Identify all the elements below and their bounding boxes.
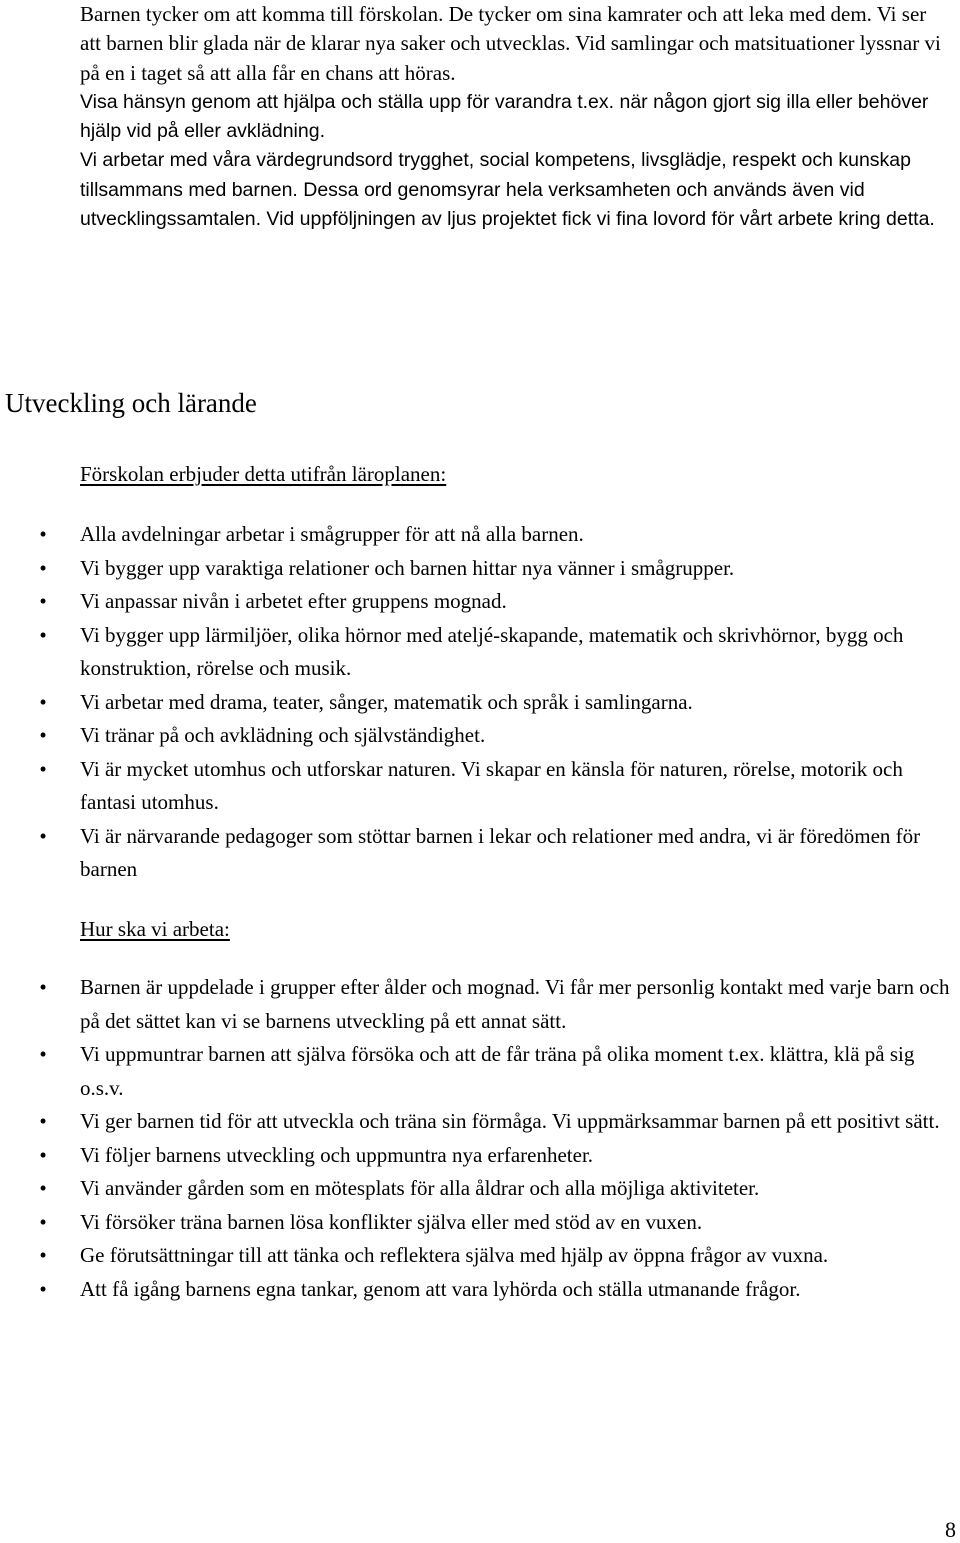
list-item-text: Vi ger barnen tid för att utveckla och träna sin förmåga. Vi uppmärksammar barnen på ett positivt sätt. — [80, 1109, 940, 1133]
list-item — [0, 719, 960, 753]
list-item — [0, 1105, 960, 1139]
list-item-text: Vi uppmuntrar barnen att själva försöka och att de får träna på olika moment t.ex. klättra, klä på sig o.s.v. — [80, 1042, 915, 1100]
bullet-icon: • — [39, 1209, 47, 1234]
list-item-text: Att få igång barnens egna tankar, genom att vara lyhörda och ställa utmanande frågor. — [80, 1276, 801, 1301]
intro-text — [80, 0, 950, 234]
list-item-text: Vi använder gården som en mötesplats för alla åldrar och alla möjliga aktiviteter. — [80, 1176, 760, 1200]
bullet-icon: • — [39, 1042, 47, 1066]
list-item — [0, 1038, 960, 1105]
list-item-text: Vi är mycket utomhus och utforskar naturen. Vi skapar en känsla för naturen, rörelse, motorik och fantasi utomhus. — [80, 756, 903, 814]
list-item — [0, 1172, 960, 1206]
bullet-icon: • — [39, 1276, 47, 1301]
list-item — [0, 686, 960, 720]
list-item-text: Vi bygger upp varaktiga relationer och barnen hittar nya vänner i smågrupper. — [80, 555, 735, 580]
list-item — [0, 820, 960, 887]
section-heading: Utveckling och lärande — [5, 388, 257, 418]
bullet-icon: • — [39, 555, 47, 580]
page-number: 8 — [945, 1517, 956, 1542]
list-item — [0, 971, 960, 1038]
bullet-icon: • — [39, 1243, 47, 1267]
offer-list — [0, 518, 960, 887]
intro-paragraph-2: Visa hänsyn genom att hjälpa och ställa upp för varandra t.ex. när någon gjort sig illa eller behöver hjälp vid på eller avklädning. — [80, 90, 929, 143]
bullet-icon: • — [39, 1142, 47, 1167]
intro-paragraph-3: Vi arbetar med våra värdegrundsord trygghet, social kompetens, livsglädje, respekt och kunskap tillsammans med barnen. Dessa ord genomsyrar hela verksamheten och används även vid utvecklingssamtalen. Vid uppföljningen av ljus projektet fick vi fina lovord för vårt arbete kring detta. — [80, 149, 935, 231]
list-item — [0, 619, 960, 686]
list-item-text: Vi är närvarande pedagoger som stöttar barnen i lekar och relationer med andra, vi är föredömen för barnen — [80, 823, 921, 881]
list-item-text: Barnen är uppdelade i grupper efter ålder och mognad. Vi får mer personlig kontakt med varje barn och på det sättet kan vi se barnens utveckling på ett annat sätt. — [80, 975, 950, 1033]
bullet-icon: • — [39, 823, 47, 848]
list-item-text: Vi följer barnens utveckling och uppmuntra nya erfarenheter. — [80, 1142, 594, 1167]
bullet-icon: • — [39, 522, 47, 546]
list-item-text: Vi anpassar nivån i arbetet efter gruppens mognad. — [80, 589, 507, 613]
bullet-icon: • — [39, 756, 47, 781]
list-item — [0, 1239, 960, 1273]
bullet-icon: • — [39, 622, 47, 647]
list-item — [0, 552, 960, 586]
bullet-icon: • — [39, 723, 47, 747]
how-list — [0, 971, 960, 1306]
list-item-text: Ge förutsättningar till att tänka och reflektera själva med hjälp av öppna frågor av vuxna. — [80, 1243, 829, 1267]
list-item — [0, 1273, 960, 1307]
how-subheading: Hur ska vi arbeta: — [80, 917, 230, 941]
list-item-text: Vi försöker träna barnen lösa konflikter själva eller med stöd av en vuxen. — [80, 1209, 703, 1234]
bullet-icon: • — [39, 975, 47, 999]
list-item-text: Vi arbetar med drama, teater, sånger, matematik och språk i samlingarna. — [80, 689, 693, 714]
list-item-text: Vi tränar på och avklädning och självständighet. — [80, 723, 486, 747]
list-item-text: Vi bygger upp lärmiljöer, olika hörnor med ateljé-skapande, matematik och skrivhörnor, bygg och konstruktion, rörelse och musik. — [80, 622, 904, 680]
list-item — [0, 1206, 960, 1240]
bullet-icon: • — [39, 689, 47, 714]
list-item — [0, 753, 960, 820]
list-item-text: Alla avdelningar arbetar i smågrupper för att nå alla barnen. — [80, 522, 584, 546]
intro-paragraph-1: Barnen tycker om att komma till förskolan. De tycker om sina kamrater och att leka med dem. Vi ser att barnen blir glada när de klarar nya saker och utvecklas. Vid samlingar och matsituationer lyssnar vi på en i taget så att alla får en chans att höras. — [80, 2, 941, 85]
list-item — [0, 1139, 960, 1173]
list-item — [0, 585, 960, 619]
bullet-icon: • — [39, 589, 47, 613]
offer-subheading: Förskolan erbjuder detta utifrån läroplanen: — [80, 462, 447, 486]
list-item — [0, 518, 960, 552]
bullet-icon: • — [39, 1176, 47, 1200]
bullet-icon: • — [39, 1109, 47, 1133]
